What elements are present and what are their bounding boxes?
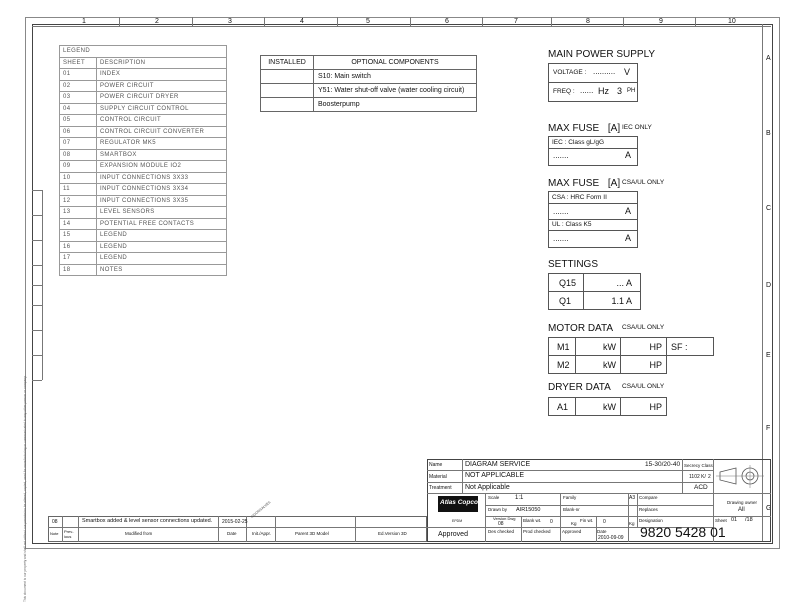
max-fuse-csa-title <box>548 178 620 189</box>
row-label: D <box>766 282 772 289</box>
row-label: C <box>766 205 772 212</box>
side-tick <box>32 355 42 356</box>
legend-description: POWER CIRCUIT DRYER <box>97 92 227 104</box>
row-label: F <box>766 425 771 432</box>
atlas-copco-logo <box>438 496 478 512</box>
col-label: 9 <box>659 18 663 25</box>
blank-wt-label: Blank wt. <box>523 518 542 523</box>
rev-line <box>275 516 276 542</box>
material-label: Material <box>429 474 447 480</box>
legend-row <box>60 195 227 207</box>
motor-m1-cell <box>548 337 576 356</box>
side-tick <box>32 330 42 331</box>
replaces-label: Replaces <box>639 507 658 512</box>
setting-name <box>548 273 584 292</box>
drawing-name: DIAGRAM SERVICE <box>465 461 531 468</box>
legend-row <box>60 230 227 242</box>
motor-kw-cell <box>575 337 621 356</box>
setting-name-text: Q15 <box>559 278 577 288</box>
legend-sheet: 02 <box>60 80 97 92</box>
ruler-tick <box>410 17 411 26</box>
acd-value: ACD <box>694 484 708 491</box>
legend-sheet: 12 <box>60 195 97 207</box>
side-tick <box>32 305 42 306</box>
iec-fuse-box <box>548 136 638 166</box>
ruler-tick <box>482 17 483 26</box>
legend-row <box>60 184 227 196</box>
box-divider <box>549 219 637 220</box>
rev-line <box>48 527 427 528</box>
dryer-a1: A1 <box>557 402 569 412</box>
logo-text: Atlas Copco <box>440 499 478 506</box>
row-label: B <box>766 130 771 137</box>
drawing-owner-value: All <box>738 507 745 513</box>
motor-hp-cell <box>620 337 667 356</box>
legend-description: EXPANSION MODULE IO2 <box>97 161 227 173</box>
motor-sf-cell <box>666 337 714 356</box>
legend-description: NOTES <box>97 264 227 276</box>
ruler-tick <box>695 17 696 26</box>
drawn-by-label: Drawn by <box>488 507 508 512</box>
motor-tag: CSA/UL ONLY <box>622 324 665 331</box>
motor-kw: kW <box>603 342 616 352</box>
previous-label: Prev- ious <box>64 529 74 539</box>
version-label: Version Dwg <box>493 516 516 521</box>
voltage-value: .......... <box>593 67 616 76</box>
max-fuse-label: MAX FUSE <box>548 178 600 189</box>
des-checked-label: Des checked <box>488 529 515 534</box>
sheet-value: 01 <box>731 517 738 523</box>
legend-row <box>60 92 227 104</box>
legend-description: POWER CIRCUIT <box>97 80 227 92</box>
main-power-title: MAIN POWER SUPPLY <box>548 49 656 60</box>
legend-row <box>60 115 227 127</box>
ruler-tick <box>264 17 265 26</box>
optional-item: S10: Main switch <box>314 70 477 84</box>
motor-hp-cell <box>620 355 667 374</box>
scale-value: 1:1 <box>515 495 524 501</box>
legend-table <box>59 45 227 276</box>
motor-hp: HP <box>649 360 662 370</box>
legend-sheet: 13 <box>60 207 97 219</box>
legend-header-sheet: SHEET <box>60 57 97 69</box>
approved-status: Approved <box>438 531 468 538</box>
csa-class: CSA : HRC Form II <box>552 194 607 201</box>
iec-only-tag: IEC ONLY <box>622 124 652 131</box>
blank-nr-label: Blank-nr <box>563 507 580 512</box>
voltage-box <box>548 63 638 83</box>
setting-value <box>583 273 641 292</box>
legend-sheet: 09 <box>60 161 97 173</box>
secrecy-value: 1102 K/ <box>689 474 706 480</box>
motor-m2: M2 <box>557 360 570 370</box>
family-label: Family <box>563 495 577 500</box>
max-fuse-label: MAX FUSE <box>548 123 600 134</box>
ul-class: UL : Class K5 <box>552 221 592 228</box>
legend-sheet: 10 <box>60 172 97 184</box>
ruler-tick <box>192 17 193 26</box>
csa-fuse-box <box>548 191 638 248</box>
side-tick <box>32 285 42 286</box>
side-tick <box>32 190 42 191</box>
legend-description: INPUT CONNECTIONS 3X35 <box>97 195 227 207</box>
setting-name <box>548 291 584 310</box>
scale-label: Scale <box>488 495 500 500</box>
dryer-kw-cell <box>575 397 621 416</box>
tb-line <box>427 470 713 471</box>
col-label: 5 <box>366 18 370 25</box>
legend-description: INPUT CONNECTIONS 3X34 <box>97 184 227 196</box>
legend-sheet: 11 <box>60 184 97 196</box>
revision-text: Smartbox added & level sensor connections updated. <box>82 518 213 524</box>
side-tick <box>32 265 42 266</box>
drawing-owner-label: Drawing owner <box>727 500 758 505</box>
kg-unit: Kg <box>629 521 635 526</box>
tb-line <box>485 493 486 542</box>
col-label: 8 <box>586 18 590 25</box>
tb-line <box>427 493 771 494</box>
small-code: EPDM <box>452 519 463 523</box>
side-tick <box>32 240 42 241</box>
legend-description: LEVEL SENSORS <box>97 207 227 219</box>
ruler-tick <box>337 17 338 26</box>
phase-unit: PH <box>627 88 636 94</box>
legend-row <box>60 149 227 161</box>
treatment-value: Not Applicable <box>465 484 510 491</box>
legend-sheet: 05 <box>60 115 97 127</box>
fin-wt-label: Fin wt. <box>580 518 594 523</box>
secrecy-value-2: 2 <box>708 474 711 480</box>
box-divider <box>549 203 637 204</box>
kg-unit: Kg <box>571 521 577 526</box>
tb-line <box>427 482 713 483</box>
legend-description: LEGEND <box>97 253 227 265</box>
motor-hp: HP <box>649 342 662 352</box>
motor-m1: M1 <box>557 342 570 352</box>
voltage-unit: V <box>624 67 631 77</box>
legend-row <box>60 80 227 92</box>
secrecy-label: Secrecy Class <box>684 463 713 468</box>
row-label: E <box>766 352 771 359</box>
material-value: NOT APPLICABLE <box>465 472 525 479</box>
revision-date: 2015-02-25 <box>222 519 248 525</box>
revision-number: 08 <box>52 519 58 525</box>
ul-fuse-value: ....... <box>553 234 569 243</box>
legend-header-description: DESCRIPTION <box>97 57 227 69</box>
optional-components-table <box>260 55 477 112</box>
blank-wt-value: 0 <box>550 519 553 525</box>
drawn-by-value: AIR15050 <box>516 507 541 513</box>
iec-fuse-unit: A <box>625 150 632 160</box>
col-label: 1 <box>82 18 86 25</box>
legend-sheet: 16 <box>60 241 97 253</box>
ruler-tick <box>119 17 120 26</box>
tb-line <box>682 459 683 493</box>
sheet-label: Sheet <box>715 518 727 523</box>
freq-label: FREQ : <box>553 88 575 95</box>
date-value: 2010-09-09 <box>598 535 624 541</box>
legend-row <box>60 126 227 138</box>
tb-line <box>560 493 561 542</box>
ed-version-label: Ed.Version 3D <box>378 531 407 536</box>
modified-label: Modified from <box>125 531 153 536</box>
max-fuse-unit: [A] <box>607 178 621 189</box>
motor-kw-cell <box>575 355 621 374</box>
legend-sheet: 07 <box>60 138 97 150</box>
legend-row <box>60 103 227 115</box>
motor-kw: kW <box>603 360 616 370</box>
col-label: 2 <box>155 18 159 25</box>
ruler-tick <box>551 17 552 26</box>
csa-fuse-unit: A <box>625 206 632 216</box>
rev-line <box>355 516 356 542</box>
row-label: G <box>766 505 772 512</box>
box-divider <box>549 148 637 149</box>
treatment-label: Treatment <box>429 485 452 491</box>
ul-fuse-unit: A <box>625 233 632 243</box>
init-label: Init./Appr. <box>252 531 272 536</box>
rev-line <box>62 516 63 542</box>
legend-sheet: 08 <box>60 149 97 161</box>
tb-line <box>637 493 638 527</box>
side-tick <box>42 190 43 380</box>
settings-title: SETTINGS <box>548 259 599 270</box>
motor-title: MOTOR DATA <box>548 323 613 334</box>
legend-row <box>60 264 227 276</box>
col-label: 4 <box>300 18 304 25</box>
legend-row <box>60 207 227 219</box>
side-note: This document is our property and shall not without our permission be altered, copied, used for manufacturing or communicated to any other person or company. <box>23 375 27 602</box>
dryer-tag: CSA/UL ONLY <box>622 383 665 390</box>
ruler-line <box>32 26 771 27</box>
legend-description: SMARTBOX <box>97 149 227 161</box>
freq-box <box>548 82 638 102</box>
legend-sheet: 17 <box>60 253 97 265</box>
installed-checkbox <box>261 98 314 112</box>
phase-value: 3 <box>617 86 623 96</box>
legend-description: INPUT CONNECTIONS 3X33 <box>97 172 227 184</box>
max-fuse-unit: [A] <box>607 123 621 134</box>
iec-fuse-value: ....... <box>553 151 569 160</box>
csa-fuse-value: ....... <box>553 207 569 216</box>
side-tick <box>32 215 42 216</box>
freq-value: ...... <box>580 86 594 95</box>
model-code: 15-30/20-40 <box>645 461 681 468</box>
legend-description: INDEX <box>97 69 227 81</box>
tb-line <box>485 505 713 506</box>
col-label: 3 <box>228 18 232 25</box>
legend-row <box>60 69 227 81</box>
col-label: 7 <box>514 18 518 25</box>
legend-sheet: 18 <box>60 264 97 276</box>
installed-header: INSTALLED <box>261 56 314 70</box>
row-label: A <box>766 55 771 62</box>
legend-description: CONTROL CIRCUIT CONVERTER <box>97 126 227 138</box>
dryer-a1-cell <box>548 397 576 416</box>
date-label: Date <box>597 529 607 534</box>
legend-sheet: 14 <box>60 218 97 230</box>
legend-sheet: 06 <box>60 126 97 138</box>
legend-sheet: 03 <box>60 92 97 104</box>
dryer-kw: kW <box>603 402 616 412</box>
setting-value-text: ... A <box>616 278 632 288</box>
rev-line <box>78 516 79 542</box>
rev-date-label: Date <box>227 531 237 536</box>
revision-stamp: ISGONSALVES <box>250 500 272 520</box>
rev-line <box>218 516 219 542</box>
dryer-hp-cell <box>620 397 667 416</box>
tb-line <box>521 516 522 542</box>
legend-description: SUPPLY CIRCUIT CONTROL <box>97 103 227 115</box>
iec-class: IEC : Class gL/gG <box>552 139 605 146</box>
legend-row <box>60 172 227 184</box>
legend-row <box>60 138 227 150</box>
csa-only-tag: CSA/UL ONLY <box>622 179 665 186</box>
drawing-number: 9820 5428 01 <box>640 524 726 540</box>
compare-label: Compare <box>639 495 658 500</box>
legend-row <box>60 241 227 253</box>
dryer-title: DRYER DATA <box>548 382 611 393</box>
tb-line <box>462 459 463 493</box>
projection-symbol-icon <box>716 462 766 490</box>
dryer-hp: HP <box>649 402 662 412</box>
components-header: OPTIONAL COMPONENTS <box>314 56 477 70</box>
paper-size: A3 <box>629 495 636 501</box>
col-label: 10 <box>728 18 736 25</box>
box-divider <box>549 230 637 231</box>
legend-description: CONTROL CIRCUIT <box>97 115 227 127</box>
setting-value-text: 1.1 A <box>611 296 632 306</box>
motor-m2-cell <box>548 355 576 374</box>
optional-item: Y51: Water shut-off valve (water cooling circuit) <box>314 84 477 98</box>
legend-title: LEGEND <box>60 46 227 58</box>
legend-description: POTENTIAL FREE CONTACTS <box>97 218 227 230</box>
legend-row <box>60 218 227 230</box>
legend-row <box>60 161 227 173</box>
note-label: Note <box>50 531 59 536</box>
legend-description: LEGEND <box>97 230 227 242</box>
max-fuse-iec-title <box>548 123 620 134</box>
installed-checkbox <box>261 84 314 98</box>
version-value: 08 <box>498 521 504 527</box>
setting-name-text: Q1 <box>559 296 572 306</box>
fin-wt-value: 0 <box>603 519 606 525</box>
legend-sheet: 04 <box>60 103 97 115</box>
prod-checked-label: Prod checked <box>523 529 551 534</box>
col-label: 6 <box>445 18 449 25</box>
legend-row <box>60 253 227 265</box>
legend-sheet: 01 <box>60 69 97 81</box>
installed-checkbox <box>261 70 314 84</box>
parent-model-label: Parent 3D Model <box>295 531 329 536</box>
approved-label: Approved <box>562 529 582 534</box>
freq-unit: Hz <box>598 86 609 96</box>
sheet-total: /18 <box>745 517 753 523</box>
ruler-tick <box>623 17 624 26</box>
legend-sheet: 15 <box>60 230 97 242</box>
setting-value <box>583 291 641 310</box>
optional-item: Boosterpump <box>314 98 477 112</box>
designation-label: Designation <box>639 518 663 523</box>
voltage-label: VOLTAGE : <box>553 69 587 76</box>
legend-description: LEGEND <box>97 241 227 253</box>
motor-sf: SF : <box>671 342 688 352</box>
name-label: Name <box>429 462 443 468</box>
legend-description: REGULATOR MK5 <box>97 138 227 150</box>
side-tick <box>32 380 42 381</box>
